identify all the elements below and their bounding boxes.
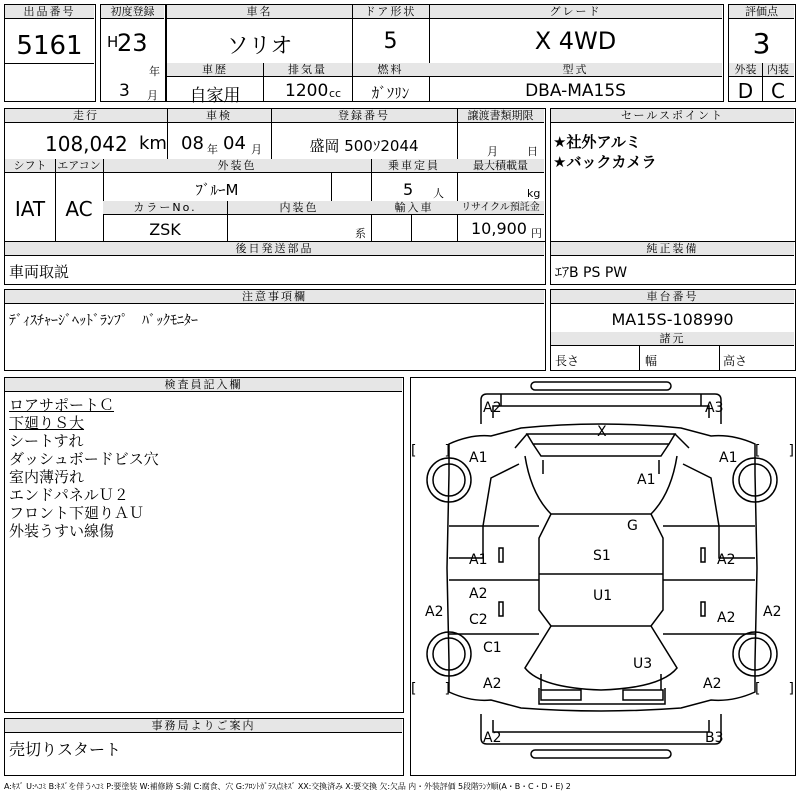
interior-color-unit: 系 [355, 227, 366, 240]
chassis-number: MA15S-108990 [611, 310, 734, 329]
recycle-unit: 円 [531, 227, 542, 240]
capacity-unit: 人 [433, 187, 444, 200]
mark-door-rear-right: A2 [717, 610, 736, 626]
mileage-label: 走行 [5, 109, 167, 123]
mark-quarter-rear-left: A2 [483, 676, 502, 692]
office-box [4, 718, 404, 776]
genuine-equipment: ｴｱB PS PW [555, 265, 628, 281]
mark-quarter-left: C1 [483, 640, 502, 656]
first-reg-era: H [107, 33, 119, 51]
vehicle-details-box [4, 108, 546, 242]
mileage-unit: km [139, 133, 167, 154]
inspector-list [9, 396, 159, 540]
mark-roof-rear: U1 [593, 588, 613, 604]
first-reg-label: 初度登録 [101, 5, 164, 19]
interior-rate-label: 内装 [762, 63, 794, 77]
grade-label: グレード [429, 5, 722, 19]
inspector-item: ロアサポートＣ [9, 396, 115, 414]
mark-door-rear-left-c: C2 [469, 612, 488, 628]
mark-quarter-rear-right: A2 [703, 676, 722, 692]
mark-rear-bumper-left: A2 [483, 730, 502, 746]
inspection-year-unit: 年 [207, 143, 218, 156]
color-no-label: カラーNo. [103, 201, 227, 215]
recycle: 10,900 [471, 219, 527, 238]
sales-point-2: ★バックカメラ [553, 153, 657, 171]
height-label: 高さ [723, 354, 748, 368]
mark-fender-left: A1 [469, 450, 488, 466]
mark-roof-front: G [627, 518, 638, 534]
inspection-month-unit: 月 [251, 143, 262, 156]
interior-color-label: 内装色 [227, 201, 371, 215]
displacement-label: 排気量 [263, 63, 352, 77]
shift: IAT [14, 197, 46, 221]
score-label: 評価点 [729, 5, 794, 19]
inspector-item: フロント下廻りＡＵ [9, 504, 145, 522]
mark-side-left: A2 [425, 604, 444, 620]
inspection-label: 車検 [167, 109, 271, 123]
mark-front-bumper-left: A2 [483, 400, 502, 416]
model-type-label: 型式 [429, 63, 722, 77]
genuine-equipment-box [550, 241, 796, 285]
genuine-equipment-label: 純正装備 [551, 242, 794, 256]
mark-side-right: A2 [763, 604, 782, 620]
transfer-month-unit: 月 [487, 145, 498, 158]
mark-door-front-left: A1 [469, 552, 488, 568]
inspector-item: 室内薄汚れ [9, 468, 85, 486]
damage-diagram [410, 377, 796, 776]
bracket-left-top: [ ] [411, 443, 450, 459]
inspection-year: 08 [181, 133, 204, 154]
inspector-item: エンドパネルＵ２ [9, 486, 129, 504]
fuel-label: 燃料 [352, 63, 429, 77]
car-info-box [166, 4, 724, 106]
displacement-unit: cc [329, 87, 342, 100]
dimensions-label: 諸元 [551, 332, 794, 346]
max-load-label: 最大積載量 [457, 159, 544, 173]
chassis-box [550, 289, 796, 371]
mileage: 108,042 [45, 132, 128, 156]
car-name: ソリオ [226, 34, 293, 59]
mark-rear: U3 [633, 656, 653, 672]
bracket-right-top: [ ] [755, 443, 794, 459]
inspector-label: 検査員記入欄 [5, 378, 402, 392]
inspection-month: 04 [223, 133, 246, 154]
later-parts-box [4, 241, 546, 285]
mark-roof: S1 [593, 548, 611, 564]
displacement: 1200 [285, 81, 329, 101]
plate-label: 登録番号 [271, 109, 457, 123]
bracket-right-bottom: [ ] [755, 681, 794, 697]
history-label: 車歴 [167, 63, 263, 77]
width-label: 幅 [645, 354, 658, 368]
transfer-day-unit: 日 [527, 145, 538, 158]
first-reg-year-unit: 年 [149, 65, 160, 78]
interior-rate: C [771, 79, 785, 103]
model-type: DBA-MA15S [525, 81, 626, 101]
mark-door-front-right: A2 [717, 552, 736, 568]
sales-points-box [550, 108, 796, 242]
exterior-color-label: 外装色 [103, 159, 371, 173]
mark-rear-bumper-right: B3 [705, 730, 724, 746]
first-registration-box [100, 4, 166, 102]
aircon: AC [65, 197, 93, 221]
inspector-item: ダッシュボードビス穴 [9, 450, 159, 468]
bracket-left-bottom: [ ] [411, 681, 450, 697]
inspector-item: 外装うすい線傷 [9, 522, 115, 540]
sales-point-1: ★社外アルミ [553, 133, 641, 151]
office-label: 事務局よりご案内 [5, 719, 402, 733]
mark-fender-right: A1 [719, 450, 738, 466]
shift-label: シフト [5, 159, 55, 173]
length-label: 長さ [555, 354, 580, 368]
later-parts: 車両取説 [9, 263, 70, 281]
car-name-label: 車名 [167, 5, 352, 19]
lot-number: 5161 [16, 31, 83, 61]
first-reg-month-unit: 月 [147, 89, 158, 102]
chassis-label: 車台番号 [551, 290, 794, 304]
mark-door-rear-left-a: A2 [469, 586, 488, 602]
recycle-label: リサイクル預託金 [457, 201, 544, 215]
later-parts-label: 後日発送部品 [5, 242, 544, 256]
inspector-item: シートすれ [9, 432, 84, 450]
legend: A:ｷｽﾞ U:ﾍｺﾐ B:ｷｽﾞを伴うﾍｺﾐ P:要塗装 W:補修跡 S:錆 C:腐食、穴 G:ﾌﾛﾝﾄｶﾞﾗｽ点ｷｽﾞ XX:交換済み X:要交換 欠:欠品 内・外装評価 5段階ﾗﾝｸ順(A・B・C・D・E) 2 [4, 782, 571, 791]
mark-hood: A1 [637, 472, 656, 488]
office-message: 売切りスタート [9, 740, 122, 759]
lot-label: 出品番号 [5, 5, 94, 19]
doors-label: ドア形状 [352, 5, 429, 19]
aircon-label: エアコン [55, 159, 103, 173]
lot-box [4, 4, 96, 102]
notes: ﾃﾞｨｽﾁｬｰｼﾞﾍｯﾄﾞﾗﾝﾌﾟ ﾊﾞｯｸﾓﾆﾀｰ [9, 313, 198, 329]
notes-label: 注意事項欄 [5, 290, 544, 304]
first-reg-month: 3 [119, 81, 130, 101]
first-reg-year: 23 [117, 29, 148, 57]
exterior-color: ﾌﾞﾙｰM [195, 181, 239, 199]
exterior-rate-label: 外装 [729, 63, 762, 77]
doors: 5 [383, 29, 398, 54]
import-label: 輸入車 [371, 201, 457, 215]
capacity-label: 乗車定員 [371, 159, 457, 173]
history: 自家用 [189, 86, 241, 106]
color-no: ZSK [149, 220, 181, 239]
mark-front-bumper-right: A3 [705, 400, 724, 416]
inspector-item: 下廻りＳ大 [9, 414, 85, 432]
exterior-rate: D [737, 79, 754, 103]
score-box [728, 4, 796, 102]
grade: X 4WD [534, 27, 617, 55]
plate-number: 盛岡 500ｿ2044 [309, 137, 419, 155]
notes-box [4, 289, 546, 371]
inspector-box [4, 377, 404, 713]
max-load-unit: kg [527, 187, 541, 200]
mark-windshield: X [597, 424, 607, 440]
transfer-label: 譲渡書類期限 [457, 109, 544, 123]
fuel: ｶﾞｿﾘﾝ [371, 84, 410, 102]
sales-points-label: セールスポイント [551, 109, 794, 123]
capacity: 5 [403, 180, 414, 199]
score: 3 [752, 27, 771, 60]
